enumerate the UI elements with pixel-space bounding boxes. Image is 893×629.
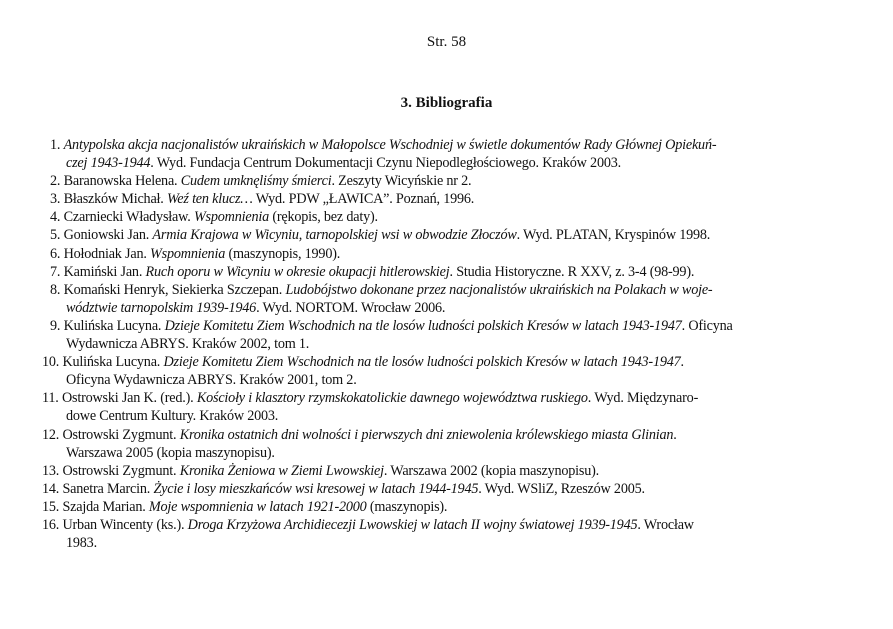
entry-line — [50, 317, 850, 335]
entry-publisher: . Wyd. NORTOM. Wrocław 2006. — [256, 299, 446, 316]
entry-number: 7. — [50, 263, 64, 280]
entry-title-continued: wództwie tarnopolskim 1939-1946 — [66, 299, 257, 316]
entry-publisher: . Wyd. Międzynaro- — [587, 390, 699, 407]
entry-number: 10. — [42, 354, 63, 371]
entry-title: Weź ten klucz… — [166, 191, 253, 208]
entry-publisher: . Wyd. PLATAN, Kryspinów 1998. — [516, 227, 711, 244]
entry-line — [50, 245, 850, 263]
entry-title: Cudem umknęliśmy śmierci — [180, 173, 332, 190]
page-number: Str. 58 — [426, 34, 467, 50]
entry-publisher: . Oficyna — [681, 317, 733, 334]
entry-title: Wspomnienia — [193, 209, 269, 226]
entry-number: 14. — [42, 480, 63, 497]
entry-publisher: . — [680, 354, 684, 371]
entry-line — [42, 353, 850, 371]
entry-author: Czarniecki Władysław. — [63, 209, 194, 226]
entry-line-continued: Wydawnicza ABRYS. Kraków 2002, tom 1. — [66, 336, 310, 353]
entry-line — [42, 389, 850, 407]
entry-author: Szajda Marian. — [62, 498, 149, 515]
entry-title: Kronika ostatnich dni wolności i pierwszych dni zniewolenia królewskiego miasta Glinian — [179, 426, 674, 443]
entry-publisher: Wyd. PDW „ŁAWICA”. Poznań, 1996. — [252, 191, 475, 208]
entry-line — [42, 462, 850, 480]
bibliography-entry-12 — [42, 426, 850, 462]
entry-number: 13. — [42, 462, 63, 479]
entry-line — [50, 281, 850, 299]
entry-author: Baranowska Helena. — [63, 173, 181, 190]
entry-author: Kamiński Jan. — [63, 263, 146, 280]
entry-number: 8. — [50, 281, 64, 298]
entry-author: Komański Henryk, Siekierka Szczepan. — [63, 281, 286, 298]
entry-line-continued — [50, 154, 850, 172]
entry-author: Błaszków Michał. — [63, 191, 167, 208]
entry-publisher: (rękopis, bez daty). — [268, 209, 378, 226]
entry-line — [50, 208, 850, 226]
entry-title: Ludobójstwo dokonane przez nacjonalistów ukraińskich na Polakach w woje- — [285, 281, 713, 298]
entry-number: 5. — [50, 227, 64, 244]
section-title: 3. Bibliografia — [400, 95, 493, 111]
entry-title: Kronika Żeniowa w Ziemi Lwowskiej — [179, 462, 384, 479]
bibliography-entry-6 — [50, 245, 850, 263]
bibliography-entry-9 — [50, 317, 850, 353]
entry-number: 16. — [42, 516, 63, 533]
entry-line — [50, 172, 850, 190]
entry-author: Urban Wincenty (ks.). — [62, 516, 188, 533]
entry-publisher: . Warszawa 2002 (kopia maszynopisu). — [383, 462, 600, 479]
entry-number: 11. — [42, 390, 62, 407]
entry-line — [50, 190, 850, 208]
entry-author: Goniowski Jan. — [63, 227, 153, 244]
entry-title: Dzieje Komitetu Ziem Wschodnich na tle losów ludności polskich Kresów w latach 1943-1947 — [164, 317, 682, 334]
entry-publisher: . Zeszyty Wicyńskie nr 2. — [331, 173, 472, 190]
entry-line-continued — [50, 299, 850, 317]
bibliography-list — [42, 136, 850, 552]
entry-number: 4. — [50, 209, 64, 226]
entry-number: 9. — [50, 317, 64, 334]
entry-publisher: (maszynopis, 1990). — [225, 245, 341, 262]
entry-author: Hołodniak Jan. — [63, 245, 151, 262]
entry-line — [42, 516, 850, 534]
entry-number: 6. — [50, 245, 64, 262]
entry-publisher: . Wrocław — [637, 516, 694, 533]
entry-title: Armia Krajowa w Wicyniu, tarnopolskiej wsi w obwodzie Złoczów — [152, 227, 517, 244]
entry-author: Ostrowski Jan K. (red.). — [61, 390, 197, 407]
entry-author: Ostrowski Zygmunt. — [62, 426, 180, 443]
entry-line-continued: Warszawa 2005 (kopia maszynopisu). — [66, 444, 275, 461]
entry-number: 15. — [42, 498, 63, 515]
entry-title: Ruch oporu w Wicyniu w okresie okupacji hitlerowskiej — [145, 263, 450, 280]
entry-number: 1. — [50, 137, 64, 153]
entry-line — [42, 498, 850, 516]
entry-title: Antypolska akcja nacjonalistów ukraińskich w Małopolsce Wschodniej w świetle dokumentów Rady Głównej Opiekuń- — [63, 137, 717, 153]
entry-publisher: (maszynopis). — [366, 498, 448, 515]
bibliography-entry-3 — [50, 190, 850, 208]
bibliography-entry-16 — [42, 516, 850, 552]
bibliography-entry-11 — [42, 389, 850, 425]
bibliography-entry-8 — [50, 281, 850, 317]
entry-publisher: . Wyd. Fundacja Centrum Dokumentacji Czynu Niepodległościowego. Kraków 2003. — [150, 155, 621, 172]
entry-line — [42, 480, 850, 498]
bibliography-entry-4 — [50, 208, 850, 226]
entry-author: Kulińska Lucyna. — [63, 317, 165, 334]
entry-line — [50, 263, 850, 281]
entry-title: Droga Krzyżowa Archidiecezji Lwowskiej w latach II wojny światowej 1939-1945 — [187, 516, 638, 533]
bibliography-entry-5 — [50, 226, 850, 244]
entry-line — [50, 226, 850, 244]
entry-title: Dzieje Komitetu Ziem Wschodnich na tle losów ludności polskich Kresów w latach 1943-1947 — [163, 354, 681, 371]
entry-author: Ostrowski Zygmunt. — [62, 462, 180, 479]
entry-author: Sanetra Marcin. — [62, 480, 154, 497]
entry-line-continued: 1983. — [66, 535, 97, 552]
bibliography-entry-10 — [42, 353, 850, 389]
bibliography-entry-1 — [50, 136, 850, 172]
entry-title: Życie i losy mieszkańców wsi kresowej w latach 1944-1945 — [153, 480, 479, 497]
entry-line — [50, 136, 850, 154]
bibliography-entry-7 — [50, 263, 850, 281]
entry-title-continued: czej 1943-1944 — [66, 155, 151, 172]
bibliography-entry-13 — [42, 462, 850, 480]
entry-title: Moje wspomnienia w latach 1921-2000 — [148, 498, 367, 515]
entry-publisher: . Studia Historyczne. R XXV, z. 3-4 (98-99). — [449, 263, 695, 280]
entry-publisher: . — [673, 426, 677, 443]
entry-author: Kulińska Lucyna. — [62, 354, 164, 371]
bibliography-entry-2 — [50, 172, 850, 190]
entry-title: Kościoły i klasztory rzymskokatolickie dawnego województwa ruskiego — [196, 390, 588, 407]
entry-number: 2. — [50, 173, 64, 190]
entry-number: 3. — [50, 191, 64, 208]
entry-publisher: . Wyd. WSliZ, Rzeszów 2005. — [478, 480, 645, 497]
bibliography-entry-14 — [42, 480, 850, 498]
entry-line-continued: Oficyna Wydawnicza ABRYS. Kraków 2001, tom 2. — [66, 372, 357, 389]
entry-line-continued: dowe Centrum Kultury. Kraków 2003. — [66, 408, 279, 425]
entry-number: 12. — [42, 426, 63, 443]
entry-title: Wspomnienia — [150, 245, 226, 262]
bibliography-entry-15 — [42, 498, 850, 516]
entry-line — [42, 426, 850, 444]
